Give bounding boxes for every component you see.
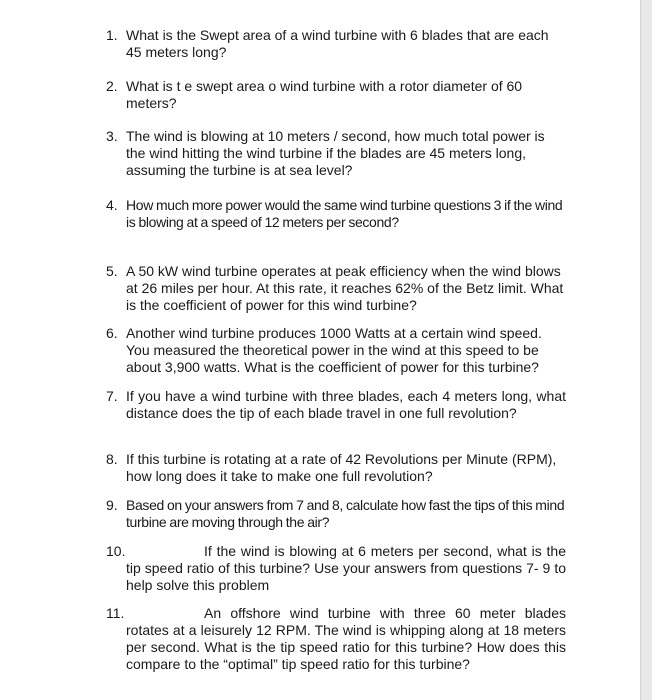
- question-2: [106, 78, 566, 112]
- question-number: 5.: [106, 263, 118, 279]
- question-text: If you have a wind turbine with three blades, each 4 meters long, what distance does the tip of each blade travel in one full revolution?: [126, 388, 566, 421]
- question-number: 3.: [106, 128, 118, 144]
- question-text: The wind is blowing at 10 meters / second, how much total power is the wind hitting the wind turbine if the blades are 45 meters long, assuming the turbine is at sea level?: [126, 128, 545, 178]
- question-number: 2.: [106, 78, 118, 94]
- question-text: If this turbine is rotating at a rate of 42 Revolutions per Minute (RPM), how long does it take to make one full revolution?: [126, 451, 557, 484]
- question-6: [106, 325, 566, 376]
- question-number: 4.: [106, 197, 118, 213]
- question-number: 10.: [106, 543, 126, 559]
- question-number: 11.: [106, 605, 125, 621]
- question-10: [106, 543, 566, 594]
- question-1: [106, 27, 566, 61]
- question-text: If the wind is blowing at 6 meters per second, what is the tip speed ratio of this turbine? Use your answers from questions 7- 9 to help solve this problem: [126, 543, 566, 593]
- question-3: [106, 128, 566, 179]
- question-number: 7.: [106, 388, 118, 404]
- question-number: 9.: [106, 497, 118, 513]
- question-text: Another wind turbine produces 1000 Watts at a certain wind speed. You measured the theoretical power in the wind at this speed to be about 3,900 watts. What is the coefficient of power for this turbine?: [126, 325, 542, 375]
- question-text: What is t e swept area o wind turbine with a rotor diameter of 60 meters?: [126, 78, 523, 111]
- question-text: How much more power would the same wind turbine questions 3 if the wind is blowing at a speed of 12 meters per second?: [126, 197, 563, 230]
- question-text: An offshore wind turbine with three 60 meter blades rotates at a leisurely 12 RPM. The wind is whipping along at 18 meters per second. What is the tip speed ratio for this turbine? How does this compare to the “optimal” tip speed ratio for this turbine?: [126, 605, 566, 672]
- question-5: [106, 263, 566, 314]
- question-number: 8.: [106, 451, 118, 467]
- question-11: [106, 605, 566, 673]
- question-4: [106, 197, 566, 231]
- question-number: 6.: [106, 325, 118, 341]
- question-7: [106, 388, 566, 422]
- question-number: 1.: [106, 27, 118, 43]
- question-8: [106, 451, 566, 485]
- question-text: A 50 kW wind turbine operates at peak efficiency when the wind blows at 26 miles per hour. At this rate, it reaches 62% of the Betz limit. What is the coefficient of power for this wind turbine?: [126, 263, 564, 313]
- question-text: Based on your answers from 7 and 8, calculate how fast the tips of this mind turbine are moving through the air?: [126, 497, 565, 530]
- question-text: What is the Swept area of a wind turbine with 6 blades that are each 45 meters long?: [126, 27, 549, 60]
- question-9: [106, 497, 566, 531]
